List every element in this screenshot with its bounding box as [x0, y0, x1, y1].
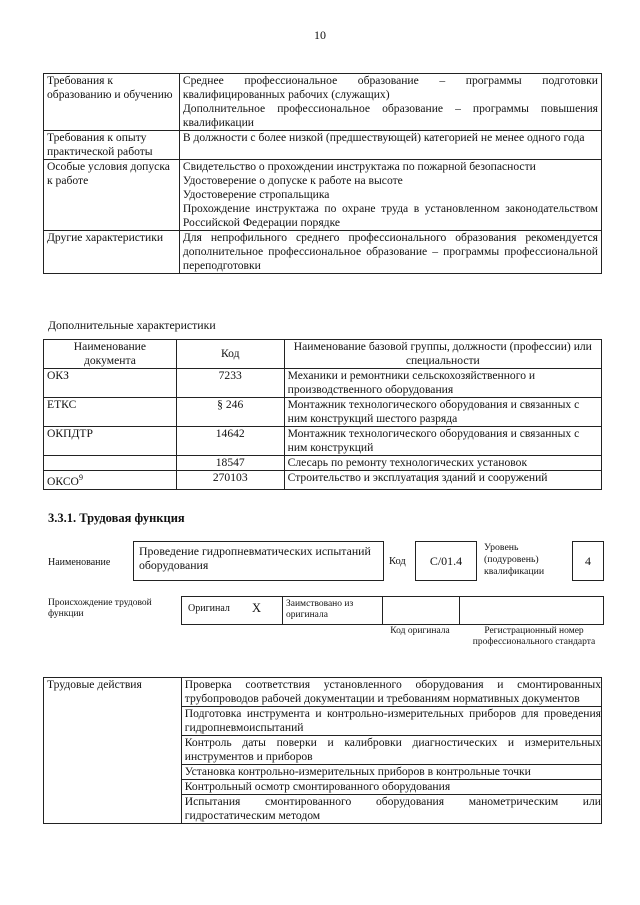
additional-characteristics-table	[43, 339, 602, 490]
labor-actions-cell	[181, 678, 601, 824]
level-value: 4	[585, 554, 591, 568]
table-row	[44, 369, 602, 398]
requirement-label: Требования к опыту практической работы	[44, 131, 180, 160]
table-row	[44, 74, 602, 131]
labor-function-heading: 3.3.1. Трудовая функция	[48, 511, 185, 525]
document-cell	[44, 369, 177, 398]
occupation-name: Строительство и эксплуатация зданий и сооружений	[284, 471, 601, 490]
original-mark: X	[252, 601, 262, 615]
header-name: Наименование базовой группы, должности (профессии) или специальности	[284, 340, 601, 369]
borrowed-label: Заимствовано из оригинала	[286, 599, 354, 620]
occupation-name: Монтажник технологического оборудования и связанных с ним конструкций шестого разряда	[284, 398, 601, 427]
table-row	[44, 427, 602, 456]
labor-action-text: Контроль даты поверки и калибровки диагностических и измерительных инструментов и приборов	[182, 736, 601, 765]
occupation-name: Механики и ремонтники сельскохозяйственного и производственного оборудования	[284, 369, 601, 398]
labor-actions-list	[182, 678, 601, 823]
function-name-box	[133, 541, 384, 581]
requirements-table	[43, 73, 602, 274]
table-header-row	[44, 340, 602, 369]
document-cell	[44, 427, 177, 456]
table-row	[44, 678, 602, 824]
list-item	[182, 795, 601, 824]
labor-action-text: Контрольный осмотр смонтированного оборудования	[182, 780, 601, 795]
labor-actions-label: Трудовые действия	[44, 678, 182, 824]
occupation-name: Слесарь по ремонту технологических установок	[284, 456, 601, 471]
code-cell: § 246	[176, 398, 284, 427]
table-row	[44, 231, 602, 274]
table-row	[44, 456, 602, 471]
list-item	[182, 707, 601, 736]
level-label: Уровень (подуровень) квалификации	[484, 542, 545, 577]
list-item	[182, 736, 601, 765]
code-cell: 7233	[176, 369, 284, 398]
origin-box	[181, 596, 604, 625]
header-code: Код	[176, 340, 284, 369]
occupation-name: Монтажник технологического оборудования и связанных с ним конструкций	[284, 427, 601, 456]
requirement-label: Другие характеристики	[44, 231, 180, 274]
header-document: Наименование документа	[44, 340, 177, 369]
name-label: Наименование	[48, 557, 111, 568]
requirement-value: Свидетельство о прохождении инструктажа по пожарной безопасности Удостоверение о допуске к работе на высоте Удостоверение стропальщика Прохождение инструктажа по охране труда в установленном законодательством Российской Федерации порядке	[179, 160, 601, 231]
document-cell	[44, 398, 177, 427]
list-item	[182, 765, 601, 780]
requirement-value: Среднее профессиональное образование – программы подготовки квалифицированных рабочих (служащих) Дополнительное профессиональное образование – программы повышения квалификации	[179, 74, 601, 131]
code-value: С/01.4	[429, 554, 463, 568]
list-item	[182, 678, 601, 707]
document-name: ЕТКС	[47, 398, 77, 411]
requirement-value: Для непрофильного среднего профессионального образования рекомендуется дополнительное профессиональное образование – программы профессиональной переподготовки	[179, 231, 601, 274]
footnote-marker: 9	[78, 473, 83, 482]
code-original-caption: Код оригинала	[390, 626, 450, 636]
labor-action-text: Проверка соответствия установленного оборудования и смонтированных трубопроводов рабочей документации и требованиям нормативных документов	[182, 678, 601, 707]
page-number: 10	[314, 28, 326, 42]
document-cell	[44, 471, 177, 490]
list-item	[182, 780, 601, 795]
table-row	[44, 471, 602, 490]
code-box	[415, 541, 477, 581]
table-row	[44, 160, 602, 231]
table-row	[44, 131, 602, 160]
code-cell: 18547	[176, 456, 284, 471]
function-name-value: Проведение гидропневматических испытаний оборудования	[139, 544, 371, 572]
origin-label: Происхождение трудовой функции	[48, 598, 152, 619]
requirement-label: Требования к образованию и обучению	[44, 74, 180, 131]
document-cell	[44, 456, 177, 471]
labor-actions-table	[43, 677, 602, 824]
requirement-value: В должности с более низкой (предшествующей) категорией не менее одного года	[179, 131, 601, 160]
requirement-label: Особые условия допуска к работе	[44, 160, 180, 231]
labor-action-text: Подготовка инструмента и контрольно-измерительных приборов для проведения гидропневмоиспытаний	[182, 707, 601, 736]
table-row	[44, 398, 602, 427]
code-cell: 270103	[176, 471, 284, 490]
code-cell: 14642	[176, 427, 284, 456]
labor-action-text: Установка контрольно-измерительных приборов в контрольные точки	[182, 765, 601, 780]
level-box	[572, 541, 604, 581]
labor-action-text: Испытания смонтированного оборудования манометрическим или гидростатическим методом	[184, 795, 601, 822]
code-label: Код	[389, 556, 406, 567]
divider	[382, 597, 383, 624]
document-name: ОКПДТР	[47, 427, 93, 440]
original-label: Оригинал	[188, 603, 230, 614]
document-name: ОКЗ	[47, 369, 69, 382]
divider	[459, 597, 460, 624]
reg-number-caption: Регистрационный номер профессионального стандарта	[472, 626, 596, 647]
document-name: ОКСО	[47, 474, 79, 488]
divider	[282, 597, 283, 624]
additional-characteristics-title: Дополнительные характеристики	[48, 318, 216, 332]
